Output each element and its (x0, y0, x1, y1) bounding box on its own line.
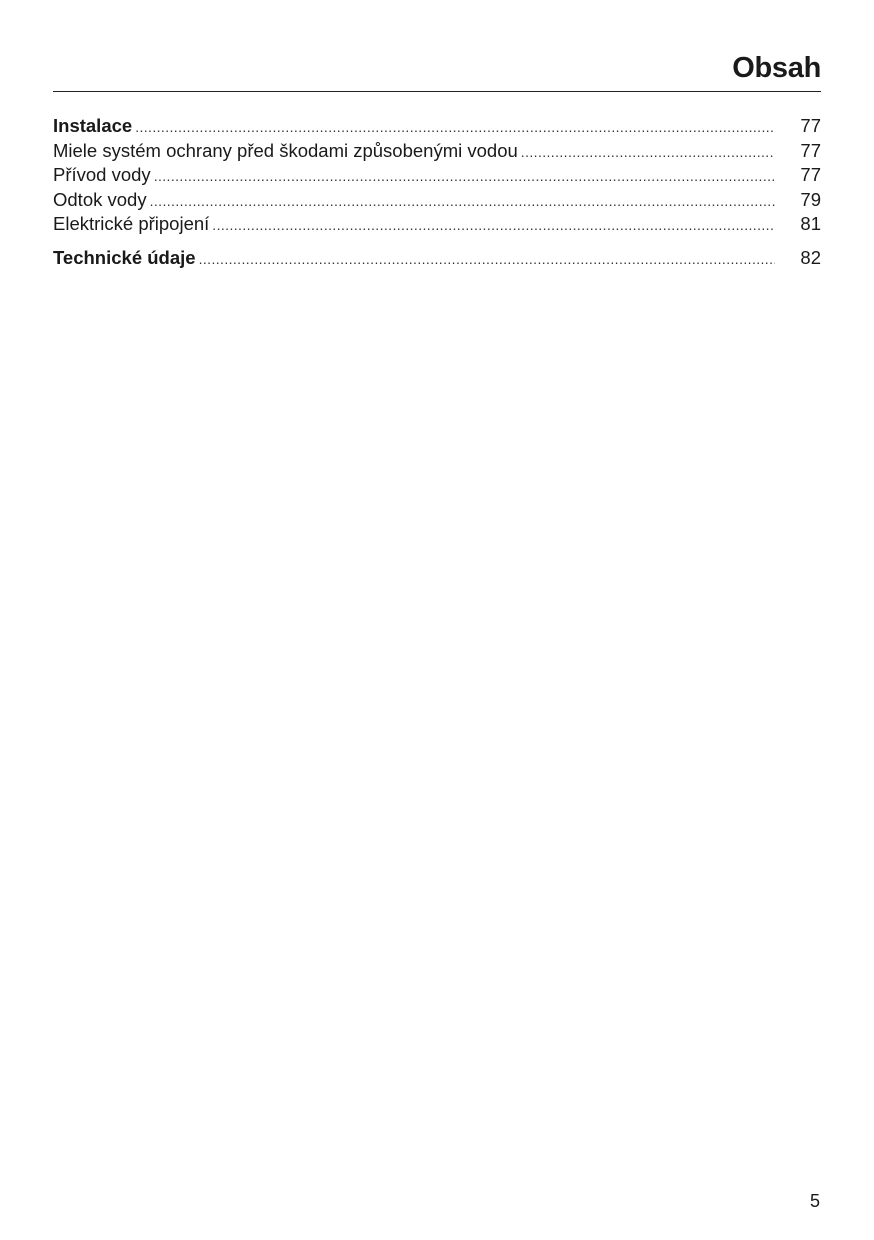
toc-entry-privod-vody[interactable] (53, 163, 821, 188)
toc-entry-technicke-udaje[interactable] (53, 246, 821, 271)
toc-entry-label: Technické údaje (53, 246, 196, 268)
page-number: 5 (809, 1191, 820, 1211)
toc-entry-page: 81 (800, 213, 821, 234)
toc-entry-label: Miele systém ochrany před škodami způsobenými vodou (53, 139, 518, 161)
title-divider (53, 91, 821, 92)
table-of-contents (53, 114, 821, 270)
toc-entry-page: 77 (800, 139, 821, 161)
toc-dot-leader (521, 140, 775, 165)
toc-entry-page: 82 (800, 246, 821, 268)
page-title: Obsah (732, 52, 821, 84)
toc-entry-label: Elektrické připojení (53, 213, 210, 234)
toc-entry-label: Přívod vody (53, 164, 151, 185)
toc-entry-page: 79 (800, 188, 821, 210)
toc-entry-instalace[interactable] (53, 114, 821, 139)
toc-dot-leader (150, 189, 775, 214)
toc-dot-leader (154, 164, 775, 189)
toc-entry-miele-ochrana[interactable] (53, 139, 821, 164)
toc-entry-label: Instalace (53, 115, 133, 136)
toc-entry-odtok-vody[interactable] (53, 188, 821, 213)
toc-entry-label: Odtok vody (53, 188, 147, 210)
toc-dot-leader (199, 247, 775, 272)
toc-entry-elektricke-pripojeni[interactable] (53, 212, 821, 237)
toc-dot-leader (135, 115, 775, 140)
toc-entry-page: 77 (800, 164, 821, 185)
toc-dot-leader (212, 213, 775, 238)
toc-entry-page: 77 (800, 115, 821, 136)
